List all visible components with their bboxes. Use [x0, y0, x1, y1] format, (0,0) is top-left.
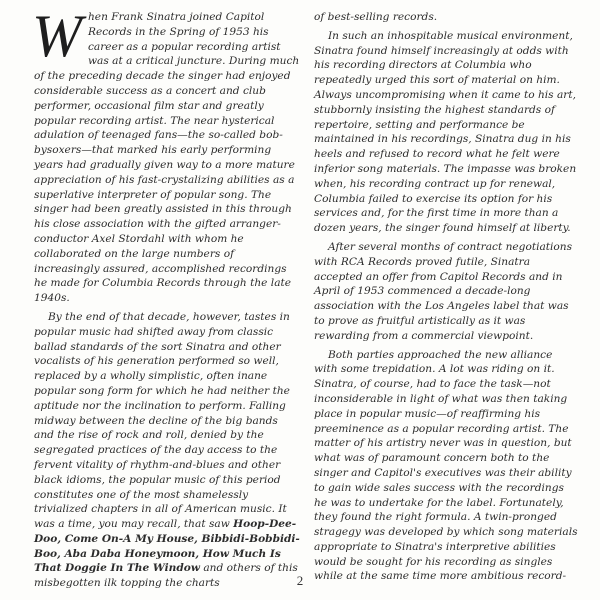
opening-paragraph-text: hen Frank Sinatra joined Capitol Records in the Spring of 1953 his career as a popular recording artist was at a critical juncture. During much of the preceding decade the singer had enjoyed considerable success as a concert and club performer, occasional film star and greatly popular recording artist. The near hysterical adulation of teenaged fans—the so-called bob-bysoxers—that marked his early performing years had gradually given way to a more mature appreciation of his fast-crystalizing abilities as a superlative interpreter of popular song. The singer had been greatly assisted in this through his close association with the gifted arranger-conductor Axel Stordahl with whom he collaborated on the large numbers of increasingly assured, accomplished recordings he made for Columbia Records through the late 1940s.: [34, 11, 300, 305]
opening-paragraph: [32, 3, 300, 306]
song-titles: Hoop-Dee-Doo, Come On-A My House, Bibbidi-Bobbidi-Boo, Aba Daba Honeymoon, How Much Is That Doggie In The Window: [34, 518, 300, 575]
continued-paragraph: of best-selling records.: [314, 11, 438, 23]
alliance-paragraph: Both parties approached the new alliance with some trepidation. A lot was riding on it. Sinatra, of course, had to face the task—not inconsiderable in light of what was then taking place in popular music—of reaffirming his preeminence as a popular recording artist. The matter of his artistry never was in question, but what was of paramount concern both to the singer and Capitol's executives was their ability to gain wide sales success with the recordings he was to undertake for the label. Fortunately, they found the right formula. A twin-pronged stragegy was developed by which song materials appropriate to Sinatra's interpretive abilities would be sought for his recording as singles while at the same time more ambitious record-: [314, 348, 578, 583]
second-paragraph-end: and others of this misbegotten ilk topping the charts: [34, 562, 298, 590]
page-number: 2: [296, 573, 304, 588]
inhospitable-paragraph: In such an inhospitable musical environment, Sinatra found himself increasingly at odds with his recording directors at Columbia who repeatedly urged this sort of material on him. Always uncompromising when it came to his art, stubbornly insisting the highest standards of repertoire, setting and performance be maintained in his recordings, Sinatra dug in his heels and refused to record what he felt were inferior song materials. The impasse was broken when, his recording contract up for renewal, Columbia failed to exercise its option for his services and, for the first time in more than a dozen years, the singer found himself at liberty.: [314, 29, 577, 235]
left-column: [32, 3, 300, 591]
right-column: [314, 10, 578, 584]
rca-paragraph: After several months of contract negotiations with RCA Records proved futile, Sinatra accepted an offer from Capitol Records and in April of 1953 commenced a decade-long association with the Los Angeles label that was to prove as fruitful artistically as it was rewarding from a commercial viewpoint.: [314, 240, 573, 342]
drop-cap-letter: W: [32, 3, 82, 69]
second-paragraph-text: By the end of that decade, however, tastes in popular music had shifted away from classic ballad standards of the sort Sinatra and other vocalists of his generation performed so well, replaced by a wholly simplistic, often inane popular song form for which he had neither the aptitude nor the inclination to perform. Falling midway between the decline of the big bands and the rise of rock and roll, denied by the segregated practices of the day access to the fervent vitality of rhythm-and-blues and other black idioms, the popular music of this period constitutes one of the most shamelessly trivialized chapters in all of American music. It was a time, you may recall, that saw: [34, 310, 290, 531]
second-paragraph: [34, 310, 300, 591]
